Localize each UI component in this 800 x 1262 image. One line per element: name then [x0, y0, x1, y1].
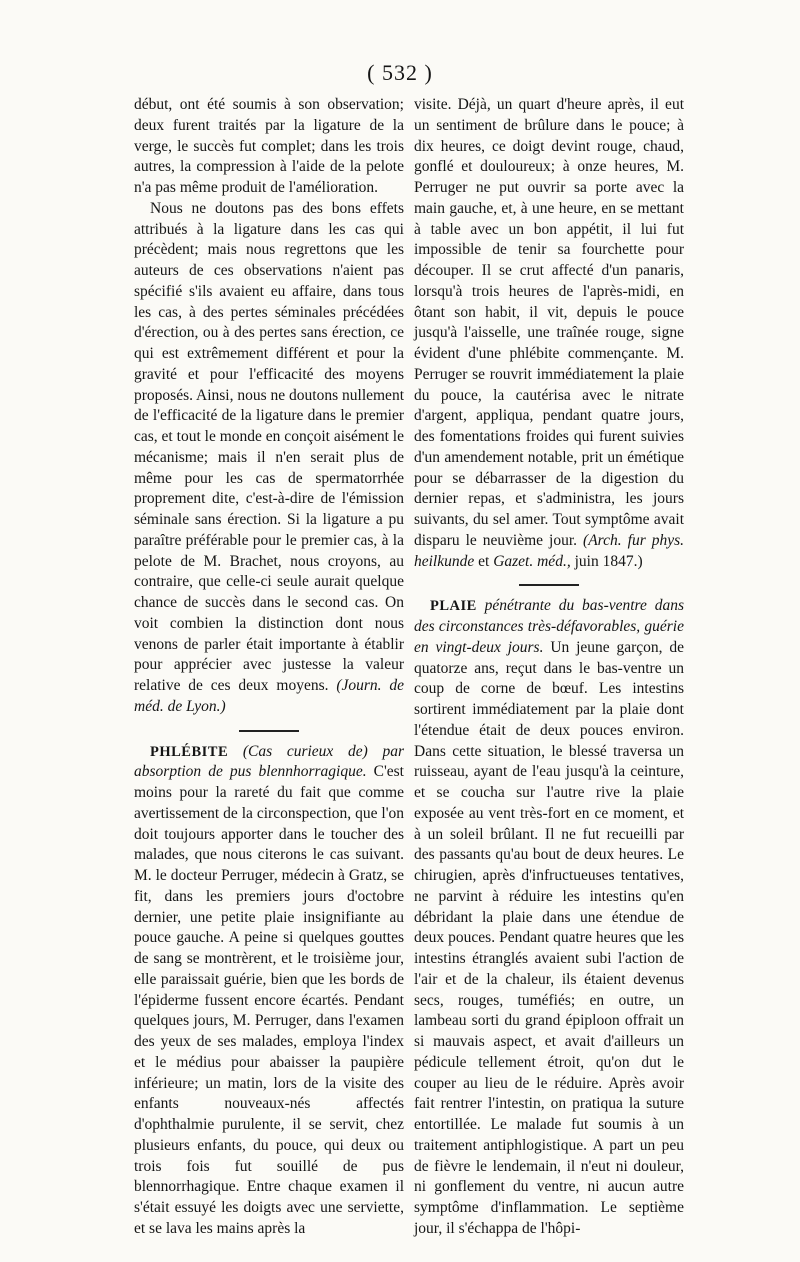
section-divider [519, 584, 579, 586]
page-number: ( 532 ) [367, 60, 433, 85]
article-heading: PLAIE [430, 598, 477, 615]
paragraph [134, 199, 404, 718]
citation-conjunction: et [478, 552, 490, 570]
article-heading: PHLÉBITE [150, 743, 229, 760]
section-divider [239, 730, 299, 732]
right-column [414, 95, 684, 1240]
article-phlebite [134, 742, 404, 1240]
article-plaie [414, 596, 684, 1239]
article-text: C'est moins pour la rareté du fait que comme avertissement de la circonspection, que l'on doit toujours apporter dans le toucher des malades, que nous citerons le cas suivant. M. le docteur Perruger, médecin à Gratz, se fit, dans les premiers jours d'octobre dernier, une petite plaie insignifiante au pouce gauche. A peine si quelques gouttes de sang se montrèrent, et le troisième jour, elle paraissait guérie, bien que les bords de l'épiderme fussent encore écartés. Pendant quelques jours, M. Perruger, dans l'examen des yeux de ses malades, employa l'index et le médius pour abaisser la paupière inférieure; un matin, lors de la visite des enfants nouveaux-nés affectés d'ophthalmie purulente, il se servit, chez plusieurs enfants, du pouce, qui deux ou trois fois fut souillé de pus blennorrhagique. Entre chaque examen il s'était essuyé les doigts avec une serviette, et se lava les mains après la [134, 763, 404, 1237]
paragraph: début, ont été soumis à son observation; deux furent traités par la ligature de la verge, le succès fut complet; dans les trois autres, la compression à l'aide de la pelote n'a pas même produit de l'amélioration. [134, 96, 404, 196]
citation: (Journ. de méd. de Lyon.) [134, 677, 404, 715]
citation-journal: (Arch. fur phys. heilkunde [414, 531, 685, 570]
article-subheading: (Cas curieux de) par absorption de pus blennhorragique. [134, 742, 405, 781]
paragraph-text: visite. Déjà, un quart d'heure après, il eut un sentiment de brûlure dans le pouce; à dix heures, ce doigt devint rouge, chaud, gonflé et douloureux; à onze heures, M. Perruger ne put ouvrir sa porte avec la main gauche, et, à une heure, en se mettant à table avec un bon appétit, il lui fut impossible de tenir sa fourchette pour découper. Il se crut affecté d'un panaris, lorsqu'à trois heures de l'après-midi, en ôtant son habit, il vit, depuis le pouce jusqu'à l'aisselle, une traînée rouge, signe évident d'une phlébite commençante. M. Perruger se rouvrit immédiatement la plaie du pouce, la cautérisa avec le nitrate d'argent, appliqua, pendant quatre jours, des fomentations froides qui furent suivies d'un amendement notable, prit un émétique pour se débarrasser de la digestion du dernier repas, et s'administra, les jours suivants, du sel amer. Tout symptôme avait disparu le neuvième jour. [414, 96, 684, 549]
citation-date: juin 1847.) [574, 552, 643, 570]
article-subheading: pénétrante du bas-ventre dans des circonstances très-défavorables, guérie en vingt-deux jours. [414, 597, 684, 656]
citation-journal: Gazet. méd., [493, 552, 571, 570]
left-column [134, 95, 404, 1240]
paragraph [414, 95, 684, 572]
article-text: Un jeune garçon, de quatorze ans, reçut dans le bas-ventre un coup de corne de bœuf. Les intestins sortirent immédiatement par la plaie dont l'étendue était de deux pouces environ. Dans cette situation, le blessé traversa un ruisseau, ayant de l'eau jusqu'à la ceinture, et se coucha sur l'autre rive la plaie exposée au vent très-fort en ce moment, et à un soleil brûlant. Il ne fut recueilli par des passants qu'au bout de deux heures. Le chirugien, après d'infructueuses tentatives, ne parvint à réduire les intestins qu'en débridant la plaie dans une étendue de deux pouces. Pendant quatre heures que les intestins étranglés avaient subi l'action de l'air et de la chaleur, ils étaient devenus secs, rouges, tuméfiés; en outre, un lambeau sorti du grand épiploon offrait un si mauvais aspect, et avait d'ailleurs un pédicule tellement étroit, qu'on dut le couper au lieu de le réduire. Après avoir fait rentrer l'intestin, on pratiqua la suture entortillée. Le malade fut soumis à un traitement antiphlogistique. A part un peu de fièvre le lendemain, il n'eut ni douleur, ni gonflement du ventre, ni aucun autre symptôme d'inflammation. Le septième jour, il s'échappa de l'hôpi- [414, 638, 685, 1237]
paragraph-text: Nous ne doutons pas des bons effets attribués à la ligature dans les cas qui précèdent; mais nous regrettons que les auteurs de ces observations n'aient pas spécifié s'ils avaient eu affaire, dans tous les cas, à des pertes séminales précédées d'érection, ou à des pertes sans érection, ce qui est extrêmement différent et pour la gravité et pour l'efficacité des moyens proposés. Ainsi, nous ne doutons nullement de l'efficacité de la ligature dans le premier cas, et tout le monde en conçoit aisément le mécanisme; mais il n'en serait plus de même pour les cas de spermatorrhée proprement dite, c'est-à-dire de l'émission séminale sans érection. Si la ligature a pu paraître préférable pour le premier cas, à la pelote de M. Brachet, nous croyons, au contraire, que celle-ci seule aurait quelque chance de succès dans le second cas. On voit combien la distinction dont nous venons de parler était importante à établir pour apprécier avec justesse la valeur relative de ces deux moyens. [134, 199, 404, 694]
